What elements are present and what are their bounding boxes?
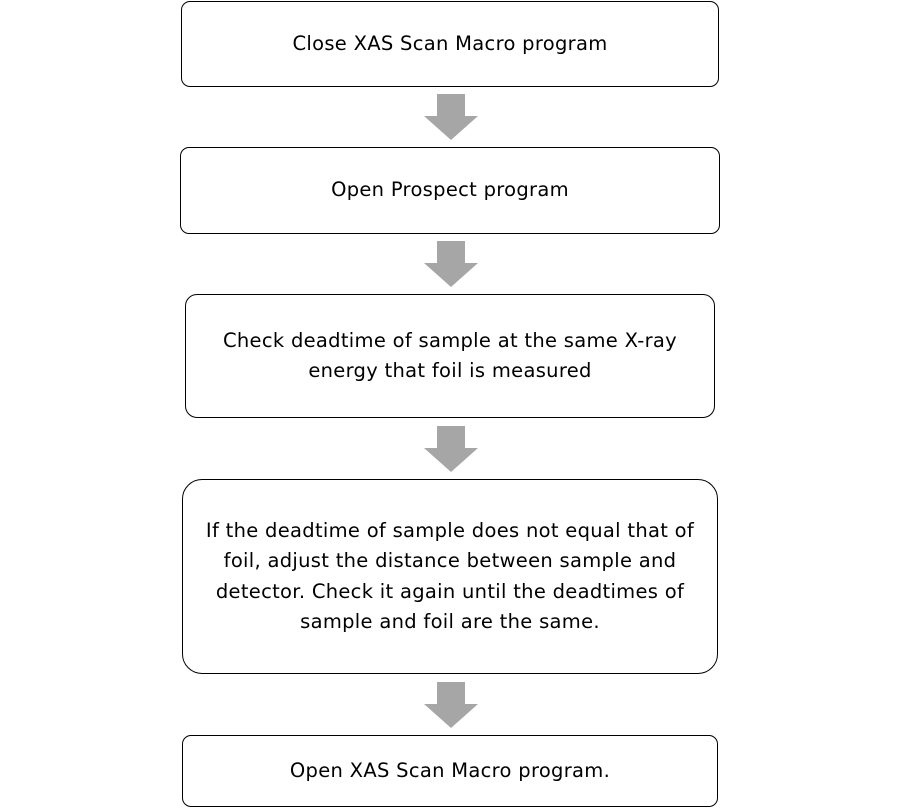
step-1-text: Close XAS Scan Macro program [292,31,608,55]
flow-arrow-3 [423,426,479,472]
step-open-prospect [180,147,720,234]
flow-arrow-2 [423,241,479,287]
step-adjust-distance [182,479,718,674]
step-5-text: Open XAS Scan Macro program. [289,758,611,782]
flow-arrow-1 [423,94,479,140]
step-check-deadtime [185,294,715,418]
flow-arrow-4 [423,682,479,728]
step-4-text: If the deadtime of sample does not equal that of foil, adjust the distance between sample and detector. Check it again until the deadtimes of sample and foil are the same. [205,518,695,633]
step-2-text: Open Prospect program [331,178,569,202]
step-close-xas-scan-macro [181,1,719,87]
step-open-xas-scan-macro [182,735,718,807]
step-3-text: Check deadtime of sample at the same X-ray energy that foil is measured [222,328,678,382]
